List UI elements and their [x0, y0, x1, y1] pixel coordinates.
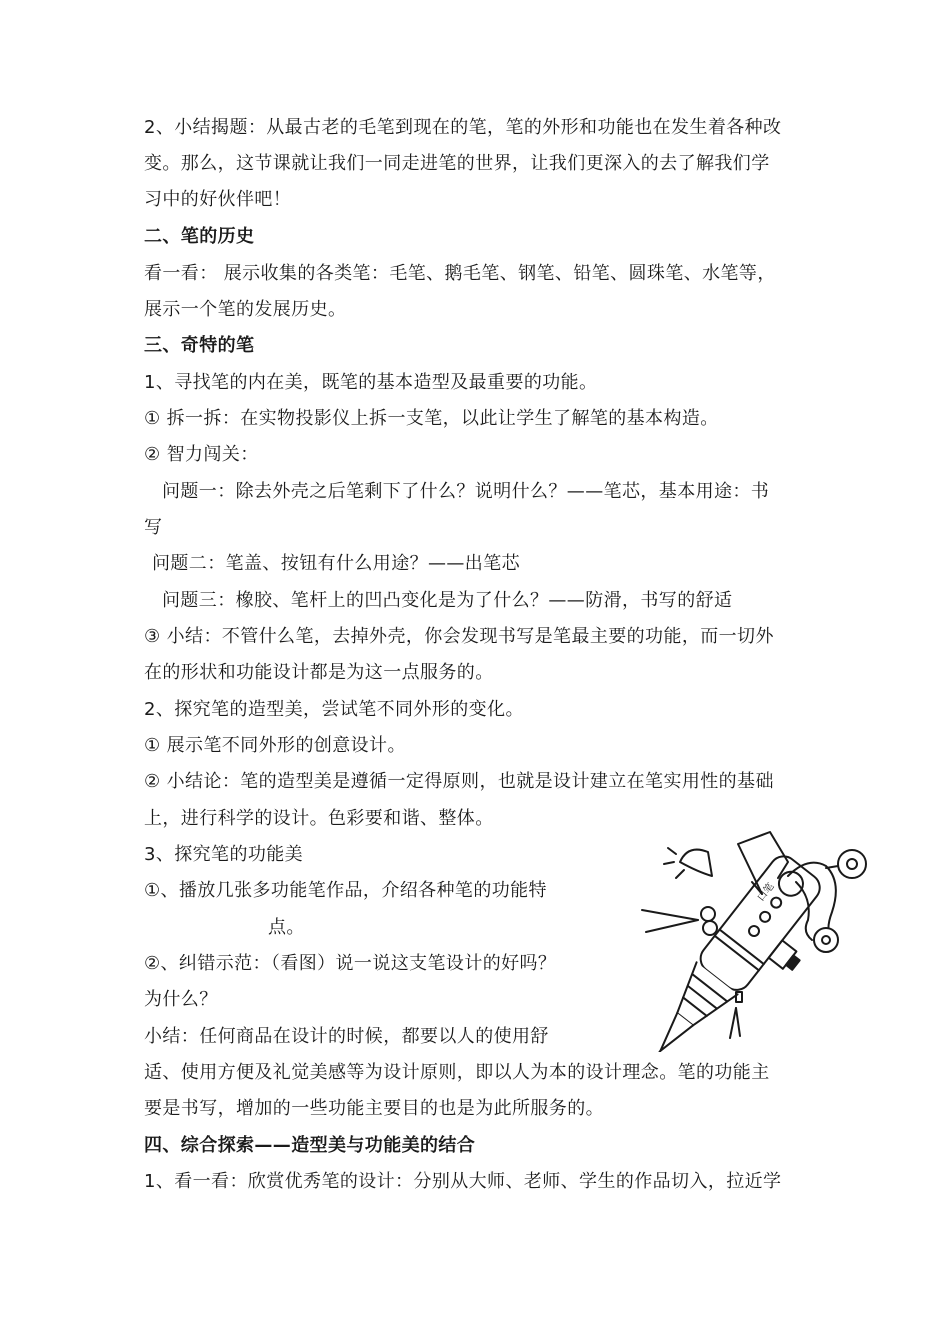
section-heading: 二、笔的历史	[144, 226, 255, 247]
paragraph-line: 上，进行科学的设计。色彩要和谐、整体。	[144, 808, 494, 829]
paragraph-line: 习中的好伙伴吧！	[144, 189, 292, 210]
paragraph-line: ① 展示笔不同外形的创意设计。	[144, 735, 406, 756]
paragraph-line: 2、探究笔的造型美，尝试笔不同外形的变化。	[144, 699, 524, 720]
paragraph-line: 问题三：橡胶、笔杆上的凹凸变化是为了什么？——防滑，书写的舒适	[162, 590, 733, 611]
paragraph-line: 点。	[268, 917, 305, 938]
paragraph-line: ② 小结论：笔的造型美是遵循一定得原则，也就是设计建立在笔实用性的基础	[144, 771, 774, 792]
paragraph-line: ②、纠错示范：（看图）说一说这支笔设计的好吗？	[144, 953, 557, 974]
paragraph-line: 为什么？	[144, 989, 218, 1010]
section-heading: 三、奇特的笔	[144, 335, 255, 356]
section-heading: 四、综合探索——造型美与功能美的结合	[144, 1135, 476, 1156]
paragraph-line: 1、看一看：欣赏优秀笔的设计：分别从大师、老师、学生的作品切入，拉近学	[144, 1171, 782, 1192]
paragraph-line: 展示一个笔的发展历史。	[144, 299, 347, 320]
paragraph-line: ①、播放几张多功能笔作品，介绍各种笔的功能特	[144, 880, 547, 901]
paragraph-line: 写	[144, 517, 163, 538]
multifunction-pen-illustration	[612, 822, 912, 1052]
paragraph-line: 要是书写，增加的一些功能主要目的也是为此所服务的。	[144, 1098, 604, 1119]
paragraph-line: 问题二：笔盖、按钮有什么用途？——出笔芯	[152, 553, 520, 574]
paragraph-line: 在的形状和功能设计都是为这一点服务的。	[144, 662, 494, 683]
paragraph-line: ② 智力闯关：	[144, 444, 259, 465]
pen-label: 口笔	[755, 881, 777, 904]
paragraph-line: 1、寻找笔的内在美，既笔的基本造型及最重要的功能。	[144, 372, 598, 393]
paragraph-line: ① 拆一拆：在实物投影仪上拆一支笔，以此让学生了解笔的基本构造。	[144, 408, 719, 429]
paragraph-line: 问题一：除去外壳之后笔剩下了什么？说明什么？——笔芯，基本用途：书	[162, 481, 770, 502]
paragraph-line: 看一看： 展示收集的各类笔：毛笔、鹅毛笔、钢笔、铅笔、圆珠笔、水笔等，	[144, 263, 776, 284]
paragraph-line: 小结：任何商品在设计的时候，都要以人的使用舒	[144, 1026, 549, 1047]
paragraph-line: 变。那么，这节课就让我们一同走进笔的世界，让我们更深入的去了解我们学	[144, 153, 770, 174]
paragraph-line: ③ 小结：不管什么笔，去掉外壳，你会发现书写是笔最主要的功能，而一切外	[144, 626, 774, 647]
paragraph-line: 适、使用方便及礼觉美感等为设计原则，即以人为本的设计理念。笔的功能主	[144, 1062, 770, 1083]
paragraph-line: 3、探究笔的功能美	[144, 844, 304, 865]
paragraph-line: 2、小结揭题：从最古老的毛笔到现在的笔，笔的外形和功能也在发生着各种改	[144, 117, 782, 138]
